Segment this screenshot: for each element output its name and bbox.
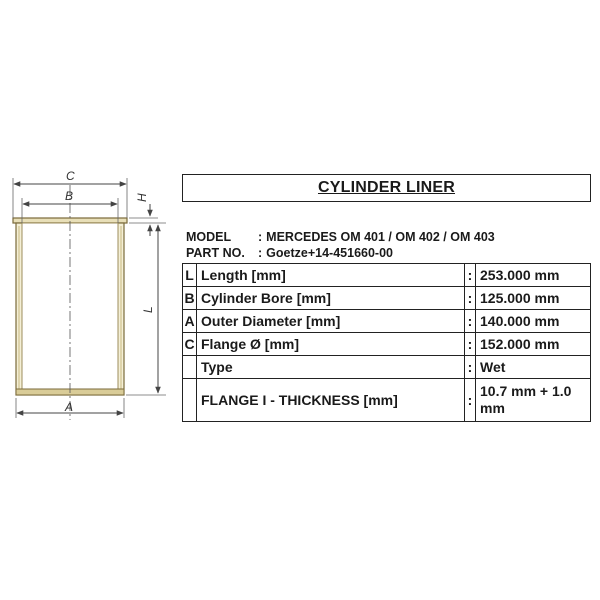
spec-value: 152.000 mm xyxy=(476,333,591,356)
spec-name: Flange Ø [mm] xyxy=(197,333,465,356)
dimension-a xyxy=(17,400,123,414)
spec-value: 125.000 mm xyxy=(476,287,591,310)
spec-colon: : xyxy=(465,333,476,356)
model-separator: : xyxy=(258,230,263,244)
dimension-c-label: C xyxy=(66,169,75,183)
table-row xyxy=(183,264,591,287)
spec-value: 10.7 mm + 1.0 mm xyxy=(476,379,591,422)
table-row xyxy=(183,310,591,333)
spec-value: Wet xyxy=(476,356,591,379)
table-row xyxy=(183,287,591,310)
spec-code: B xyxy=(183,287,197,310)
dimension-a-label: A xyxy=(65,400,74,414)
spec-code xyxy=(183,379,197,422)
spec-code: L xyxy=(183,264,197,287)
spec-value: 253.000 mm xyxy=(476,264,591,287)
dimension-l xyxy=(141,225,158,393)
dimension-h-label: H xyxy=(135,193,149,202)
spec-colon: : xyxy=(465,356,476,379)
spec-code: C xyxy=(183,333,197,356)
table-row xyxy=(183,333,591,356)
spec-colon: : xyxy=(465,264,476,287)
part-no-separator: : xyxy=(258,246,263,260)
part-no-row xyxy=(186,246,393,260)
table-row xyxy=(183,356,591,379)
spec-code: A xyxy=(183,310,197,333)
spec-value: 140.000 mm xyxy=(476,310,591,333)
spec-colon: : xyxy=(465,287,476,310)
title-box xyxy=(182,174,591,202)
spec-name: FLANGE I - THICKNESS [mm] xyxy=(197,379,465,422)
dimension-b xyxy=(23,189,117,204)
dimension-h xyxy=(135,193,150,236)
dimension-b-label: B xyxy=(65,189,74,203)
spec-table xyxy=(182,263,591,422)
spec-code xyxy=(183,356,197,379)
model-value: MERCEDES OM 401 / OM 402 / OM 403 xyxy=(266,230,495,244)
spec-name: Length [mm] xyxy=(197,264,465,287)
page-title: CYLINDER LINER xyxy=(317,179,456,196)
spec-colon: : xyxy=(465,379,476,422)
spec-name: Cylinder Bore [mm] xyxy=(197,287,465,310)
table-row xyxy=(183,379,591,422)
spec-name: Outer Diameter [mm] xyxy=(197,310,465,333)
dimension-c xyxy=(14,169,126,184)
model-label: MODEL xyxy=(186,230,232,244)
dimension-l-label: L xyxy=(141,306,155,313)
spec-name: Type xyxy=(197,356,465,379)
spec-colon: : xyxy=(465,310,476,333)
part-no-label: PART NO. xyxy=(186,246,245,260)
part-no-value: Goetze+14-451660-00 xyxy=(266,246,393,260)
model-row xyxy=(186,230,495,244)
